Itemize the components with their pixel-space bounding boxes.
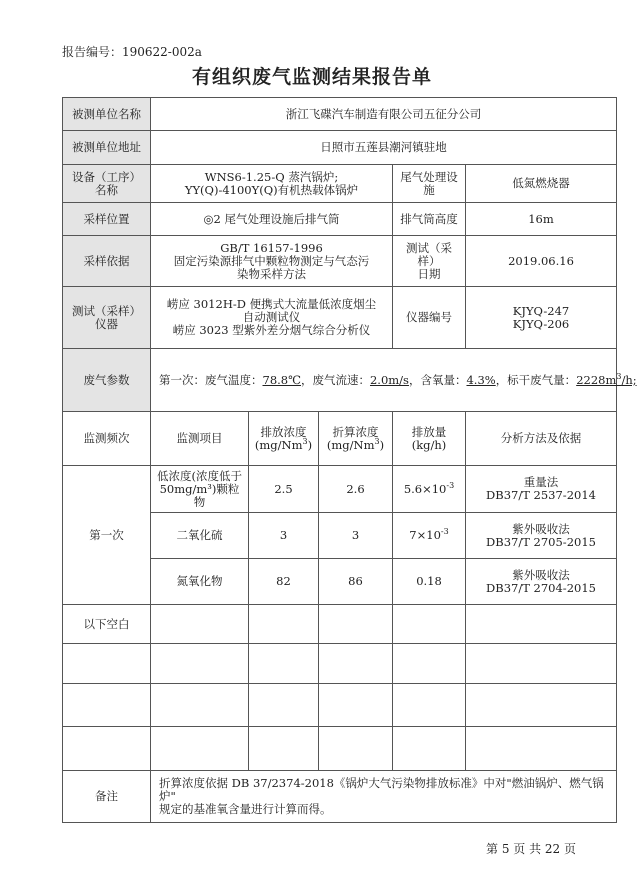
measure-rate-exp: -3 [440, 527, 449, 537]
header-emission-rate [393, 412, 466, 466]
measure-item: 低浓度(浓度低于 50mg/m³)颗粒物 [151, 466, 249, 513]
sample-position-value: ◎2 尾气处理设施后排气筒 [151, 203, 393, 236]
measure-method: 重量法 DB37/T 2537-2014 [466, 466, 617, 513]
unit-mg-sup-a: 3 [302, 436, 308, 446]
empty-cell [249, 644, 319, 684]
tail-gas-value: 低氮燃烧器 [466, 165, 617, 203]
row-headers [63, 412, 617, 466]
instrument-number-label: 仪器编号 [393, 287, 466, 349]
empty-cell [319, 605, 393, 644]
empty-cell [466, 727, 617, 771]
header-emission-conc-unit [252, 436, 315, 452]
row-equipment [63, 165, 617, 203]
monitoring-results-table [62, 97, 637, 823]
unit-name-label: 被测单位名称 [63, 98, 151, 131]
unit-mg-a: (mg/Nm [254, 437, 303, 452]
empty-cell [63, 727, 151, 771]
measure-emission: 3 [249, 513, 319, 559]
empty-cell [63, 644, 151, 684]
measure-emission: 82 [249, 559, 319, 605]
measure-rate [393, 559, 466, 605]
empty-cell [151, 605, 249, 644]
empty-cell [249, 684, 319, 727]
stack-height-value: 16m [466, 203, 617, 236]
measure-rate [393, 466, 466, 513]
empty-cell [249, 605, 319, 644]
report-title: 有组织废气监测结果报告单 [191, 66, 432, 88]
empty-cell [151, 684, 249, 727]
measure-method: 紫外吸收法 DB37/T 2704-2015 [466, 559, 617, 605]
sampling-basis-value: GB/T 16157-1996 固定污染源排气中颗粒物测定与气态污 染物采样方法 [151, 236, 393, 287]
empty-cell [393, 605, 466, 644]
measure-rate-exp: -3 [446, 480, 455, 490]
exhaust-speed: 2.0m/s [369, 372, 409, 387]
measure-rate-base: 7×10 [409, 528, 441, 542]
unit-mg-tail-b: ) [379, 437, 385, 452]
unit-name-value: 浙江飞碟汽车制造有限公司五征分公司 [151, 98, 617, 131]
measure-converted: 86 [319, 559, 393, 605]
unit-address-label: 被测单位地址 [63, 131, 151, 165]
empty-cell [249, 727, 319, 771]
header-emission-conc-title: 排放浓度 [260, 424, 307, 439]
remarks-value: 折算浓度依据 DB 37/2374-2018《锅炉大气污染物排放标准》中对"燃油锅炉、燃气锅炉" 规定的基准氧含量进行计算而得。 [151, 771, 617, 823]
empty-cell [393, 727, 466, 771]
empty-row [63, 644, 617, 684]
measure-item: 二氧化硫 [151, 513, 249, 559]
exhaust-speed-label: ，废气流速： [300, 372, 370, 387]
row-instrument [63, 287, 617, 349]
remarks-label: 备注 [63, 771, 151, 823]
exhaust-oxygen: 4.3% [466, 372, 496, 387]
instrument-number-value: KJYQ-247 KJYQ-206 [466, 287, 617, 349]
measure-item: 氮氧化物 [151, 559, 249, 605]
table-row [63, 466, 617, 513]
empty-cell [151, 727, 249, 771]
test-date-label: 测试（采样） 日期 [393, 236, 466, 287]
unit-mg-tail-a: ) [307, 437, 313, 452]
tail-gas-label: 尾气处理设施 [393, 165, 466, 203]
header-item: 监测项目 [151, 412, 249, 466]
empty-row [63, 684, 617, 727]
measure-emission: 2.5 [249, 466, 319, 513]
test-date-value: 2019.06.16 [466, 236, 617, 287]
measure-rate-base: 5.6×10 [403, 481, 447, 496]
row-exhaust-params [63, 349, 617, 412]
empty-cell [466, 644, 617, 684]
empty-cell [466, 605, 617, 644]
measure-method: 紫外吸收法 DB37/T 2705-2015 [466, 513, 617, 559]
exhaust-flow-sup: 3 [616, 371, 622, 381]
header-emission-conc [249, 412, 319, 466]
exhaust-prefix: 第一次：废气温度： [159, 372, 263, 387]
sample-position-label: 采样位置 [63, 203, 151, 236]
row-remarks [63, 771, 617, 823]
empty-cell [319, 727, 393, 771]
exhaust-params-value [151, 349, 637, 412]
row-sample-position [63, 203, 617, 236]
first-sampling-label: 第一次 [63, 466, 151, 605]
sampling-basis-label: 采样依据 [63, 236, 151, 287]
empty-cell [319, 644, 393, 684]
empty-cell [393, 644, 466, 684]
instrument-label: 测试（采样） 仪器 [63, 287, 151, 349]
empty-cell [466, 684, 617, 727]
row-blank-below [63, 605, 617, 644]
measure-converted: 3 [319, 513, 393, 559]
header-converted-conc-title: 折算浓度 [332, 424, 379, 439]
exhaust-temperature: 78.8℃ [262, 372, 301, 387]
header-converted-conc-unit [322, 436, 389, 452]
unit-address-value: 日照市五莲县潮河镇驻地 [151, 131, 617, 165]
equipment-value: WNS6-1.25-Q 蒸汽锅炉; YY(Q)-4100Y(Q)有机热载体锅炉 [151, 165, 393, 203]
measure-rate-base: 0.18 [416, 574, 442, 588]
empty-cell [151, 644, 249, 684]
header-emission-rate-title: 排放量 [411, 424, 447, 439]
empty-cell [393, 684, 466, 727]
unit-mg-b: (mg/Nm [326, 437, 375, 452]
exhaust-flow-base: 2228m [576, 372, 617, 387]
header-emission-rate-unit: (kg/h) [411, 437, 447, 452]
exhaust-oxygen-label: ，含氧量： [408, 372, 467, 387]
page-number: 第 5 页 共 22 页 [486, 842, 576, 856]
unit-mg-sup-b: 3 [374, 436, 380, 446]
header-converted-conc [319, 412, 393, 466]
header-frequency: 监测频次 [63, 412, 151, 466]
empty-row [63, 727, 617, 771]
exhaust-flow-tail: /h; [621, 372, 637, 387]
blank-below-label: 以下空白 [63, 605, 151, 644]
exhaust-params-label: 废气参数 [63, 349, 151, 412]
measure-converted: 2.6 [319, 466, 393, 513]
header-method: 分析方法及依据 [466, 412, 617, 466]
empty-cell [63, 684, 151, 727]
equipment-label: 设备（工序） 名称 [63, 165, 151, 203]
row-sampling-basis [63, 236, 617, 287]
measure-rate [393, 513, 466, 559]
exhaust-flow-label: ，标干废气量： [495, 372, 577, 387]
row-unit-address [63, 131, 617, 165]
row-unit-name [63, 98, 617, 131]
report-number: 报告编号：190622-002a [62, 45, 202, 59]
instrument-value: 崂应 3012H-D 便携式大流量低浓度烟尘 自动测试仪 崂应 3023 型紫外差分烟气综合分析仪 [151, 287, 393, 349]
empty-cell [319, 684, 393, 727]
exhaust-flow [576, 373, 636, 387]
stack-height-label: 排气筒高度 [393, 203, 466, 236]
